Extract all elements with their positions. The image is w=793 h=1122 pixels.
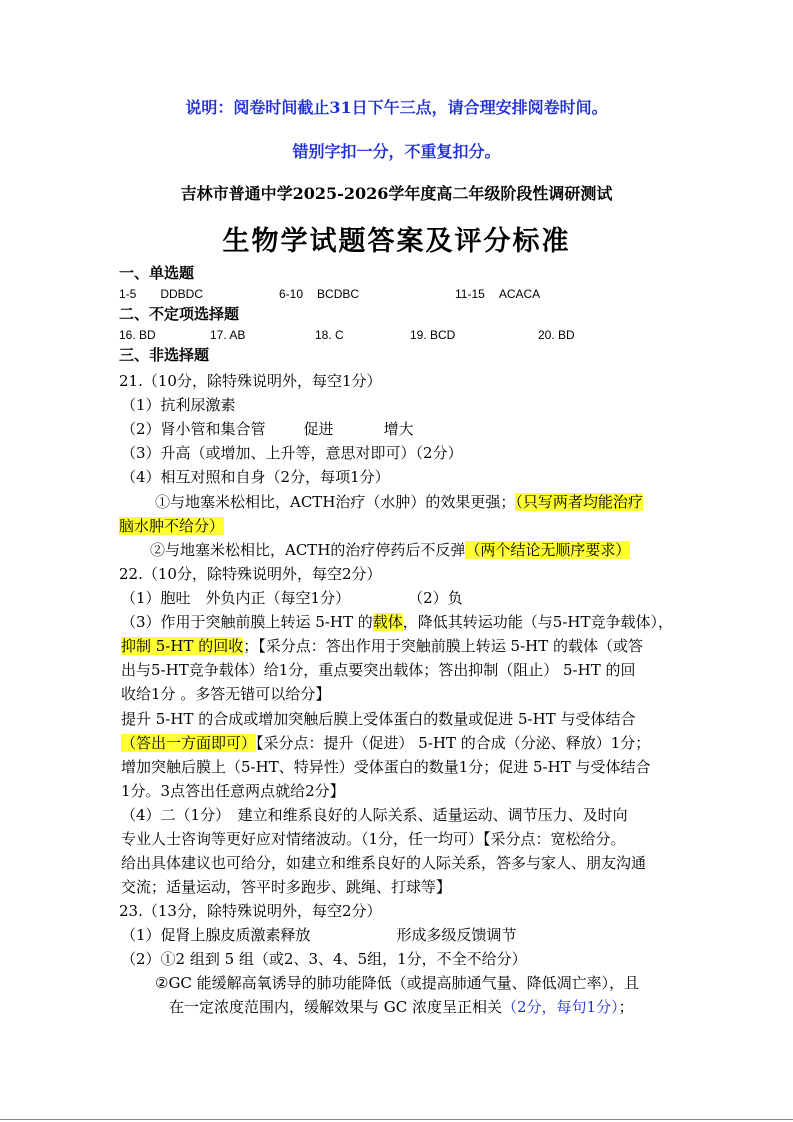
q22-part-3-highlight: 抑制 5-HT 的回收: [121, 637, 244, 655]
q21-part-2: [121, 419, 414, 439]
section-2-answer: 20. BD: [538, 328, 575, 342]
exam-subtitle: 吉林市普通中学2025-2026学年度高二年级阶段性调研测试: [180, 184, 613, 203]
q21-conclusion-1: [155, 492, 643, 512]
q22-part-3-line-8: 1分。3点答出任意两点就给2分】: [121, 782, 345, 800]
q21-part-3: （3）升高（或增加、上升等，意思对即可）（2分）: [121, 444, 463, 462]
q22-part-2-answer: （2）负: [408, 589, 463, 607]
notice-line-2: 错别字扣一分，不重复扣分。: [292, 142, 501, 161]
q22-part-1: [121, 588, 463, 608]
q23-part-2-line-3: [169, 997, 634, 1017]
q21-part-2-answer-b: 促进: [303, 420, 334, 438]
section-1-answers-2: [279, 284, 359, 304]
q23-part-2-score-note: （2分，每句1分）: [502, 998, 619, 1016]
q22-part-4-line-4: 交流；适量运动，答平时多跑步、跳绳、打球等】: [121, 878, 452, 896]
q22-part-3-text-cont: ，降低其转运功能（与5-HT竞争载体），: [402, 613, 673, 631]
notice-line-1: 说明：阅卷时间截止31日下午三点，请合理安排阅卷时间。: [185, 98, 608, 117]
answer-key: DDBDC: [160, 287, 204, 301]
q22-part-3-highlight-2: （答出一方面即可）: [121, 734, 257, 752]
q23-part-1-answer-b: 形成多级反馈调节: [396, 926, 517, 944]
section-2-answer: 18. C: [315, 328, 344, 342]
answer-range: 11-15: [455, 287, 485, 301]
q22-part-3-scoring: ；【采分点：答出作用于突触前膜上转运 5-HT 的载体（或答: [243, 637, 643, 655]
q23-part-2-line-2: ②GC 能缓解高氧诱导的肺功能降低（或提高肺通气量、降低凋亡率），且: [155, 974, 640, 992]
q22-part-4-line-1: （4）二（1分） 建立和维系良好的人际关系、适量运动、调节压力、及时向: [121, 806, 628, 824]
q21-conclusion-1-text: ①与地塞米松相比，ACTH治疗（水肿）的效果更强；: [155, 493, 516, 511]
answer-range: 1-5: [119, 287, 137, 301]
section-1-answers-3: [455, 284, 540, 304]
section-1-answers: [119, 284, 203, 304]
q21-header: 21.（10分，除特殊说明外，每空1分）: [119, 372, 382, 390]
q22-part-3-line-3: 出与5-HT竞争载体）给1分，重点要突出载体；答出抑制（阻止） 5-HT 的回: [121, 661, 636, 679]
answer-key: ACACA: [498, 287, 541, 301]
q22-part-3-line-1: [121, 612, 673, 632]
q21-conclusion-2-note: （两个结论无顺序要求）: [465, 541, 631, 559]
q22-header: 22.（10分，除特殊说明外，每空2分）: [119, 565, 382, 583]
q23-part-1: [121, 925, 517, 945]
section-2-answer: 17. AB: [210, 328, 246, 342]
page-bottom-rule: [0, 1119, 793, 1120]
q23-part-1-answer-a: （1）促肾上腺皮质激素释放: [121, 926, 311, 944]
q22-part-3-line-6: [121, 733, 650, 753]
section-2-heading: 二、不定项选择题: [119, 305, 240, 323]
q23-part-2: （2）①2 组到 5 组（或2、3、4、5组，1分，不全不给分）: [121, 950, 527, 968]
answer-range: 6-10: [279, 287, 304, 301]
page-title: 生物学试题答案及评分标准: [222, 226, 571, 257]
q22-part-1-answer: （1）胞吐 外负内正（每空1分）: [121, 589, 351, 607]
q22-part-3-line-4: 收给1分 。多答无错可以给分】: [121, 685, 331, 703]
q21-conclusion-2: [150, 540, 630, 560]
q21-part-1: （1）抗利尿激素: [121, 396, 236, 414]
q21-conclusion-1-note: （只写两者均能治疗: [515, 493, 643, 511]
q22-part-3-scoring-2: 【采分点：提升（促进） 5-HT 的合成（分泌、释放）1分；: [256, 734, 651, 752]
q23-part-2-text: 在一定浓度范围内，缓解效果与 GC 浓度呈正相关: [169, 998, 502, 1016]
section-1-heading: 一、单选题: [119, 264, 195, 282]
q23-part-2-punct: ；: [618, 998, 634, 1016]
q21-part-4: （4）相互对照和自身（2分，每项1分）: [121, 468, 390, 486]
section-2-answer: 19. BCD: [410, 328, 456, 342]
q21-conclusion-2-text: ②与地塞米松相比，ACTH的治疗停药后不反弹: [150, 541, 466, 559]
q22-part-4-line-2: 专业人士咨询等更好应对情绪波动。（1分，任一均可）【采分点：宽松给分。: [121, 830, 626, 848]
q21-part-2-answer-c: 增大: [383, 420, 414, 438]
q22-part-3-line-7: 增加突触后膜上（5-HT、特异性）受体蛋白的数量1分；促进 5-HT 与受体结合: [121, 758, 651, 776]
answer-key: BCDBC: [317, 287, 360, 301]
q23-header: 23.（13分，除特殊说明外，每空2分）: [119, 902, 382, 920]
q21-conclusion-1-note-cont: 脑水肿不给分）: [119, 517, 225, 535]
q22-part-3-text: （3）作用于突触前膜上转运 5-HT 的: [121, 613, 373, 631]
q22-part-3-keyword: 载体: [372, 613, 403, 631]
section-2-answer: 16. BD: [119, 328, 156, 342]
q22-part-3-line-5: 提升 5-HT 的合成或增加突触后膜上受体蛋白的数量或促进 5-HT 与受体结合: [121, 710, 636, 728]
q22-part-3-line-2: [121, 636, 643, 656]
q22-part-4-line-3: 给出具体建议也可给分，如建立和维系良好的人际关系，答多与家人、朋友沟通: [121, 854, 647, 872]
q21-conclusion-1-cont: [119, 516, 224, 536]
q21-part-2-answer-a: （2）肾小管和集合管: [121, 420, 266, 438]
section-3-heading: 三、非选择题: [119, 346, 210, 364]
